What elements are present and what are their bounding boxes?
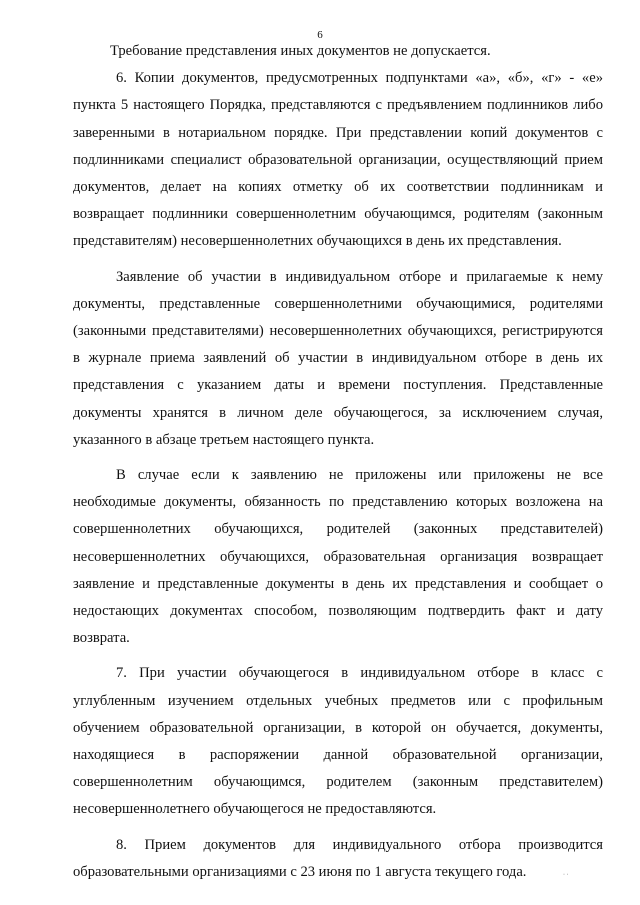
paragraph-item-7: 7. При участии обучающегося в индивидуальном отборе в класс с углубленным изучением отдельных учебных предметов или с профильным обучением образовательной организации, в которой он обучается, документы, находящиеся в распоряжении данной образовательной организации, совершеннолетним обучающимся, родителем (законным представителем) несовершеннолетнего обучающегося не предоставляются. (73, 665, 603, 818)
document-body (73, 38, 603, 886)
paragraph-item-8: 8. Прием документов для индивидуального отбора производится образовательными организациями с 23 июня по 1 августа текущего года. (73, 836, 603, 880)
paragraph-application-registration: Заявление об участии в индивидуальном отборе и прилагаемые к нему документы, представленные совершеннолетними обучающимися, родителями (законными представителями) несовершеннолетних обучающихся, регистрируются в журнале приема заявлений об участии в индивидуальном отборе в день их представления с указанием даты и времени поступления. Представленные документы хранятся в личном деле обучающегося, за исключением случая, указанного в абзаце третьем настоящего пункта. (73, 268, 603, 448)
corner-mark: · · (563, 872, 569, 878)
paragraph-no-other-documents: Требование представления иных документов не допускается. (110, 43, 491, 59)
page-number: 6 (317, 29, 323, 41)
paragraph-missing-documents: В случае если к заявлению не приложены или приложены не все необходимые документы, обязанность по представлению которых возложена на совершеннолетних обучающихся, родителей (законных представителей) несовершеннолетних обучающихся, образовательная организация возвращает заявление и представленные документы в день их представления и сообщает о недостающих документах способом, позволяющим подтвердить факт и дату возврата. (73, 467, 603, 647)
paragraph-item-6-copies: 6. Копии документов, предусмотренных подпунктами «а», «б», «г» - «е» пункта 5 настоящего Порядка, представляются с предъявлением подлинников либо заверенными в нотариальном порядке. При представлении копий документов с подлинниками специалист образовательной организации, осуществляющий прием документов, делает на копиях отметку об их соответствии подлинникам и возвращает подлинники совершеннолетним обучающимся, родителям (законным представителям) несовершеннолетних обучающихся в день их представления. (73, 70, 603, 250)
